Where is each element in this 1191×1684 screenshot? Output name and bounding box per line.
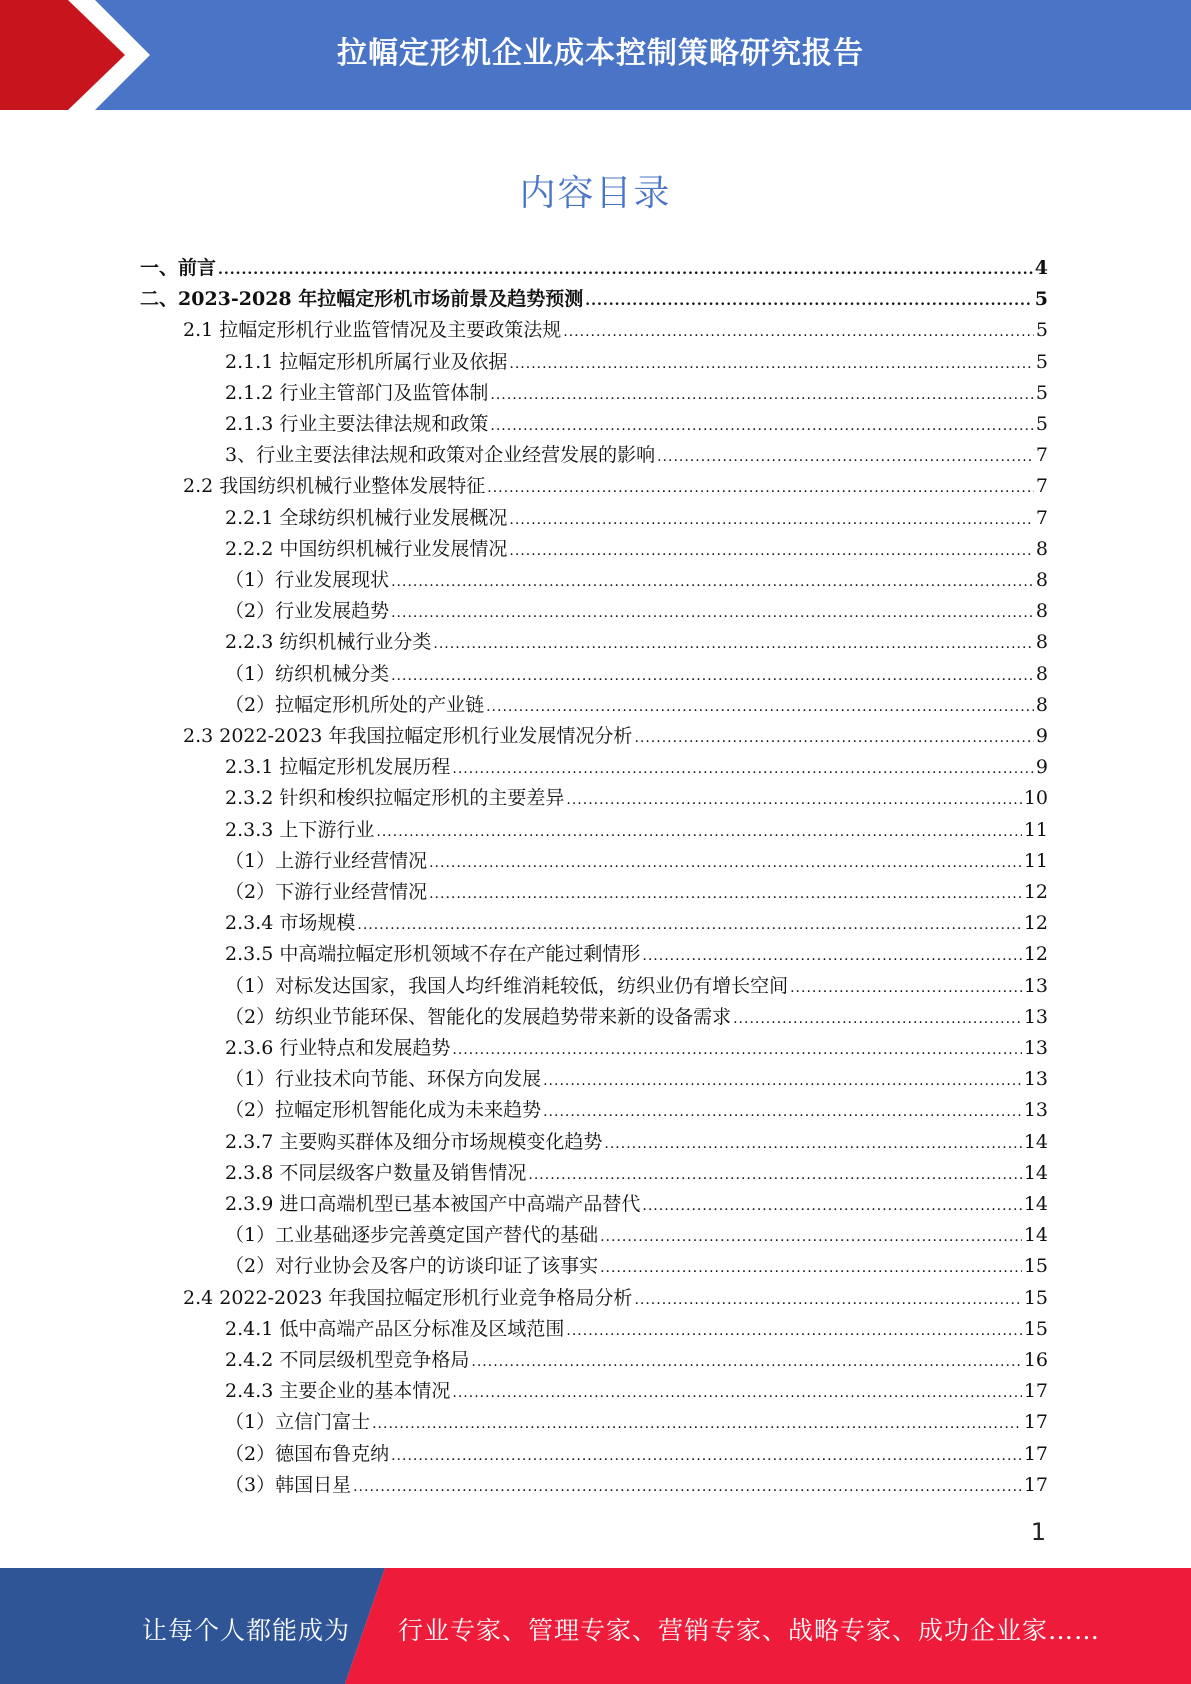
toc-entry[interactable]: [225, 503, 1048, 534]
toc-entry-label: 2.2.1 全球纺织机械行业发展概况: [225, 506, 508, 529]
toc-title: 内容目录: [519, 173, 672, 214]
toc-leader-dots: [733, 1004, 1022, 1035]
toc-entry-label: （1）上游行业经营情况: [225, 849, 428, 872]
toc-entry[interactable]: [225, 347, 1048, 378]
toc-entry[interactable]: [225, 939, 1048, 970]
toc-entry[interactable]: [225, 659, 1048, 690]
toc-leader-dots: [486, 692, 1034, 723]
toc-leader-dots: [543, 1097, 1022, 1128]
toc-entry-label: 2.4.3 主要企业的基本情况: [225, 1380, 451, 1403]
page-number: 1: [1030, 1518, 1046, 1546]
toc-entry-label: 2.4.1 低中高端产品区分标准及区域范围: [225, 1317, 565, 1340]
toc-leader-dots: [600, 1253, 1022, 1284]
toc-entry[interactable]: [183, 315, 1048, 346]
toc-entry-page: 17: [1023, 1473, 1048, 1496]
toc-entry-page: 8: [1035, 600, 1048, 623]
toc-entry-label: 2.3.1 拉幅定形机发展历程: [225, 756, 451, 779]
toc-entry-page: 14: [1023, 1193, 1048, 1215]
toc-entry-page: 5: [1035, 413, 1048, 435]
toc-entry[interactable]: [140, 284, 1048, 315]
toc-entry-label: 2.1.2 行业主管部门及监管体制: [225, 381, 489, 404]
toc-entry-page: 17: [1023, 1411, 1048, 1434]
toc-entry[interactable]: [225, 1376, 1048, 1407]
toc-entry-label: 一、前言: [140, 257, 217, 279]
toc-leader-dots: [372, 1409, 1022, 1440]
toc-entry-page: 15: [1023, 1286, 1048, 1309]
toc-leader-dots: [391, 661, 1034, 692]
toc-entry[interactable]: [225, 1064, 1048, 1095]
toc-entry-label: 2.4.2 不同层级机型竞争格局: [225, 1349, 470, 1371]
toc-entry[interactable]: [225, 1439, 1048, 1470]
footer-band: [0, 1568, 1191, 1684]
toc-entry[interactable]: [225, 534, 1048, 565]
toc-entry-label: 2.1.3 行业主要法律法规和政策: [225, 413, 489, 435]
toc-entry[interactable]: [225, 1033, 1048, 1064]
toc-entry-label: 3、行业主要法律法规和政策对企业经营发展的影响: [225, 444, 656, 467]
toc-leader-dots: [509, 505, 1034, 536]
toc-entry-page: 14: [1023, 1130, 1048, 1153]
toc-entry-page: 11: [1023, 818, 1048, 841]
toc-entry-label: 2.3.8 不同层级客户数量及销售情况: [225, 1161, 527, 1184]
toc-entry[interactable]: [225, 1095, 1048, 1126]
toc-entry-page: 15: [1023, 1317, 1048, 1340]
toc-leader-dots: [490, 380, 1034, 411]
toc-entry[interactable]: [225, 783, 1048, 814]
toc-entry[interactable]: [225, 409, 1048, 440]
toc-entry[interactable]: [225, 1314, 1048, 1345]
toc-leader-dots: [634, 1285, 1021, 1316]
toc-entry-page: 13: [1023, 1099, 1048, 1122]
toc-leader-dots: [657, 442, 1034, 473]
footer-slogan-left: 让每个人都能成为: [142, 1616, 351, 1645]
toc-entry-page: 7: [1035, 475, 1048, 498]
toc-entry-label: （2）纺织业节能环保、智能化的发展趋势带来新的设备需求: [225, 1005, 732, 1028]
report-title: 拉幅定形机企业成本控制策略研究报告: [337, 36, 864, 71]
toc-entry[interactable]: [225, 1345, 1048, 1376]
toc-entry-page: 12: [1023, 943, 1048, 966]
toc-entry-page: 12: [1023, 912, 1048, 935]
toc-leader-dots: [487, 473, 1034, 504]
toc-leader-dots: [452, 754, 1034, 785]
toc-entry[interactable]: [225, 908, 1048, 939]
toc-entry-label: 2.2 我国纺织机械行业整体发展特征: [183, 475, 486, 498]
toc-entry[interactable]: [225, 752, 1048, 783]
toc-entry-page: 7: [1035, 444, 1048, 467]
toc-entry[interactable]: [225, 846, 1048, 877]
toc-entry-label: 2.3.2 针织和梭织拉幅定形机的主要差异: [225, 787, 565, 810]
toc-entry-label: 2.2.3 纺织机械行业分类: [225, 631, 432, 654]
toc-entry[interactable]: [225, 1407, 1048, 1438]
toc-leader-dots: [471, 1347, 1021, 1378]
toc-entry-label: 2.3.7 主要购买群体及细分市场规模变化趋势: [225, 1130, 603, 1153]
toc-entry-label: （2）行业发展趋势: [225, 600, 390, 623]
footer-slogan-right: 行业专家、管理专家、营销专家、战略专家、成功企业家……: [398, 1616, 1101, 1645]
toc-entry-page: 14: [1023, 1224, 1048, 1247]
toc-entry[interactable]: [225, 596, 1048, 627]
toc-leader-dots: [509, 536, 1034, 567]
toc-entry[interactable]: [225, 440, 1048, 471]
toc-leader-dots: [429, 879, 1022, 910]
toc-entry[interactable]: [225, 627, 1048, 658]
toc-entry-label: 2.3.4 市场规模: [225, 912, 356, 935]
toc-leader-dots: [452, 1035, 1021, 1066]
toc-entry-page: 9: [1035, 756, 1048, 779]
toc-entry-label: （2）拉幅定形机智能化成为未来趋势: [225, 1099, 542, 1122]
toc-entry[interactable]: [225, 565, 1048, 596]
toc-entry-label: （2）德国布鲁克纳: [225, 1442, 390, 1465]
toc-leader-dots: [566, 785, 1021, 816]
toc-entry-page: 9: [1035, 725, 1048, 747]
toc-leader-dots: [357, 910, 1021, 941]
toc-entry[interactable]: [225, 1127, 1048, 1158]
toc-leader-dots: [543, 1066, 1022, 1097]
toc-entry-label: 2.3.5 中高端拉幅定形机领域不存在产能过剩情形: [225, 943, 641, 966]
toc-leader-dots: [218, 255, 1033, 286]
toc-entry-page: 8: [1035, 662, 1048, 685]
toc-leader-dots: [509, 349, 1034, 380]
toc-entry[interactable]: [183, 1283, 1048, 1314]
toc-entry-page: 14: [1023, 1161, 1048, 1184]
toc-leader-dots: [585, 286, 1033, 317]
toc-leader-dots: [790, 973, 1022, 1004]
toc-leader-dots: [642, 941, 1021, 972]
toc-entry-label: 2.3.9 进口高端机型已基本被国产中高端产品替代: [225, 1193, 641, 1215]
toc-leader-dots: [604, 1129, 1021, 1160]
toc-entry-label: （1）行业发展现状: [225, 569, 390, 591]
toc-leader-dots: [528, 1160, 1021, 1191]
toc-entry-label: （2）对行业协会及客户的访谈印证了该事实: [225, 1255, 599, 1278]
toc-entry-label: 2.2.2 中国纺织机械行业发展情况: [225, 537, 508, 560]
toc-leader-dots: [600, 1222, 1022, 1253]
toc-leader-dots: [490, 411, 1034, 442]
toc-entry-page: 17: [1023, 1442, 1048, 1465]
toc-entry-page: 17: [1023, 1380, 1048, 1403]
toc-entry-page: 12: [1023, 881, 1048, 903]
toc-entry-page: 4: [1034, 257, 1048, 279]
toc-entry-page: 8: [1035, 569, 1048, 591]
toc-entry[interactable]: [183, 721, 1048, 752]
toc-leader-dots: [391, 1441, 1022, 1472]
toc-entry-page: 8: [1035, 693, 1048, 716]
toc-leader-dots: [433, 629, 1034, 660]
toc-entry[interactable]: [225, 971, 1048, 1002]
toc-entry-label: 2.4 2022-2023 年我国拉幅定形机行业竞争格局分析: [183, 1286, 633, 1309]
toc-entry-page: 11: [1023, 849, 1048, 872]
toc-entry-page: 5: [1034, 288, 1048, 311]
toc-entry-page: 8: [1035, 537, 1048, 560]
toc-entry-label: 2.1 拉幅定形机行业监管情况及主要政策法规: [183, 319, 562, 342]
toc-entry-label: （2）下游行业经营情况: [225, 881, 428, 903]
toc-leader-dots: [391, 567, 1034, 598]
toc-entry-page: 5: [1035, 350, 1048, 373]
toc-entry-page: 13: [1023, 1005, 1048, 1028]
toc-entry[interactable]: [225, 378, 1048, 409]
toc-entry[interactable]: [225, 1002, 1048, 1033]
toc-entry-label: （1）工业基础逐步完善奠定国产替代的基础: [225, 1224, 599, 1247]
toc-entry-label: （1）对标发达国家，我国人均纤维消耗较低，纺织业仍有增长空间: [225, 974, 789, 997]
toc-entry[interactable]: [225, 1189, 1048, 1220]
toc-leader-dots: [376, 817, 1021, 848]
toc-entry-page: 10: [1023, 787, 1048, 810]
toc-leader-dots: [452, 1378, 1021, 1409]
toc-leader-dots: [353, 1472, 1022, 1503]
header-band: [0, 0, 1191, 110]
toc-entry-page: 16: [1023, 1349, 1048, 1371]
toc-entry-label: 2.3.6 行业特点和发展趋势: [225, 1037, 451, 1059]
toc-entry-label: 2.1.1 拉幅定形机所属行业及依据: [225, 350, 508, 373]
toc-entry-label: （1）立信门富士: [225, 1411, 371, 1434]
toc-leader-dots: [566, 1316, 1021, 1347]
toc-entry-page: 8: [1035, 631, 1048, 654]
toc-entry-label: （2）拉幅定形机所处的产业链: [225, 693, 485, 716]
toc-leader-dots: [429, 848, 1022, 879]
toc-entry-label: （3）韩国日星: [225, 1473, 352, 1496]
toc-entry[interactable]: [225, 690, 1048, 721]
toc-entry-label: 2.3.3 上下游行业: [225, 818, 375, 841]
toc-entry-page: 13: [1023, 1037, 1048, 1059]
toc-entry-page: 15: [1023, 1255, 1048, 1278]
toc-entry[interactable]: [225, 815, 1048, 846]
toc-leader-dots: [634, 723, 1033, 754]
toc-entry-label: 2.3 2022-2023 年我国拉幅定形机行业发展情况分析: [183, 725, 633, 747]
toc-entry[interactable]: [225, 1158, 1048, 1189]
toc-entry-page: 13: [1023, 974, 1048, 997]
toc-entry-page: 5: [1035, 319, 1048, 342]
toc-leader-dots: [391, 598, 1034, 629]
toc-entry[interactable]: [225, 1220, 1048, 1251]
toc-leader-dots: [642, 1191, 1021, 1222]
toc-leader-dots: [563, 317, 1034, 348]
toc-entry[interactable]: [183, 471, 1048, 502]
toc-entry-label: 二、2023-2028 年拉幅定形机市场前景及趋势预测: [140, 288, 584, 311]
toc-entry[interactable]: [225, 1470, 1048, 1501]
toc-entry-page: 5: [1035, 381, 1048, 404]
toc-entry[interactable]: [225, 1251, 1048, 1282]
toc-entry-label: （1）行业技术向节能、环保方向发展: [225, 1068, 542, 1091]
toc-entry-page: 7: [1035, 506, 1048, 529]
toc-entry[interactable]: [140, 253, 1048, 284]
toc-entry-page: 13: [1023, 1068, 1048, 1091]
toc-entry[interactable]: [225, 877, 1048, 908]
toc-entry-label: （1）纺织机械分类: [225, 662, 390, 685]
